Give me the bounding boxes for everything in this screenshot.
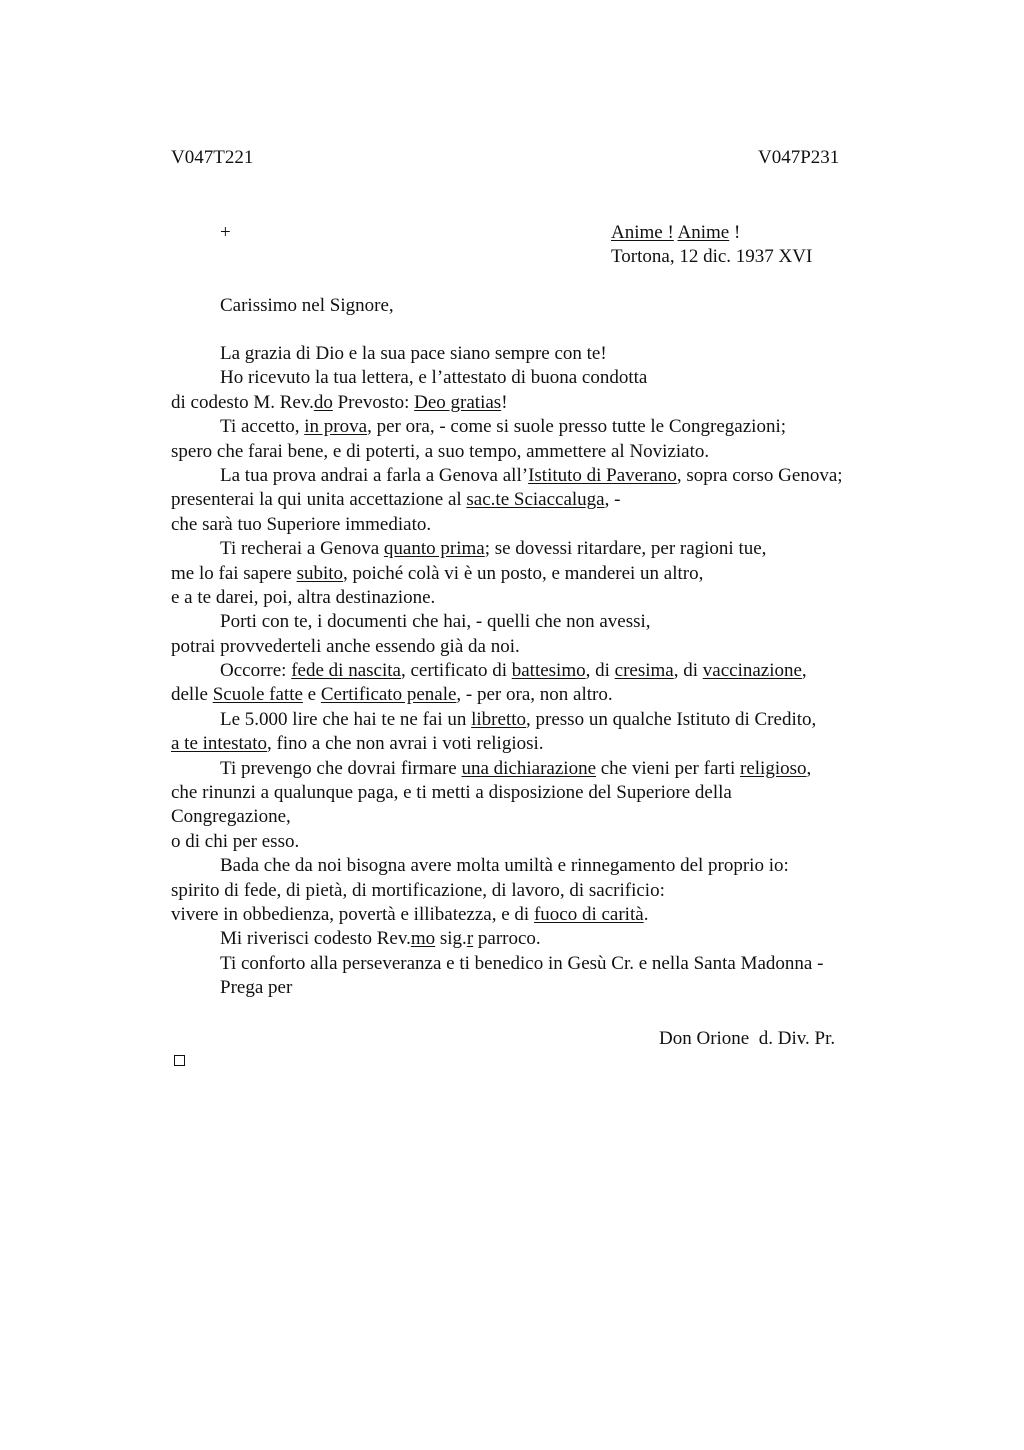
text-segment: me lo fai sapere xyxy=(171,562,297,584)
text-segment: Prega per xyxy=(220,977,293,999)
underlined-text: do xyxy=(313,391,333,413)
text-segment: che sarà tuo Superiore immediato. xyxy=(171,513,432,535)
text-segment: Ti prevengo che dovrai firmare xyxy=(220,757,462,779)
body-line xyxy=(171,854,931,878)
body-line xyxy=(171,366,931,390)
text-segment: Congregazione, xyxy=(171,806,291,828)
text-segment: di codesto M. Rev. xyxy=(171,391,314,413)
text-segment: potrai provvederteli anche essendo già da noi. xyxy=(171,635,520,657)
underlined-text: fede di nascita xyxy=(291,660,401,682)
text-segment: , presso un qualche Istituto di Credito, xyxy=(526,708,817,730)
body-line xyxy=(171,976,931,1000)
text-segment: La grazia di Dio e la sua pace siano sempre con te! xyxy=(220,343,607,364)
motto xyxy=(611,221,740,245)
text-segment: che vieni per farti xyxy=(596,757,741,779)
text-segment: ! xyxy=(501,391,508,413)
body-line xyxy=(171,830,931,854)
salutation: Carissimo nel Signore, xyxy=(220,295,394,316)
text-segment: Ti accetto, xyxy=(220,416,305,438)
body-line xyxy=(171,659,931,683)
underlined-text: Certificato penale xyxy=(320,684,457,706)
text-segment: Mi riverisci codesto Rev. xyxy=(220,928,411,950)
text-segment: , di xyxy=(673,660,703,682)
body-line xyxy=(171,879,931,903)
text-segment: Ti conforto alla perseveranza e ti benedico in Gesù Cr. e nella Santa Madonna - xyxy=(220,952,824,974)
body-line xyxy=(171,513,931,537)
body-line xyxy=(171,927,931,951)
text-segment: La tua prova andrai a farla a Genova all’ xyxy=(220,464,529,486)
underlined-text: cresima xyxy=(614,660,674,682)
underlined-text: a te intestato xyxy=(171,733,268,755)
underlined-text: sac.te Sciaccaluga xyxy=(466,489,605,511)
text-segment: , poiché colà vi è un posto, e manderei un altro, xyxy=(343,562,704,584)
body-line xyxy=(171,610,931,634)
text-segment: , per ora, - come si suole presso tutte le Congregazioni; xyxy=(367,416,786,438)
text-segment: Porti con te, i documenti che hai, - quelli che non avessi, xyxy=(220,611,651,633)
body-line xyxy=(171,708,931,732)
text-segment: , di xyxy=(585,660,615,682)
text-segment: ; se dovessi ritardare, per ragioni tue, xyxy=(484,538,767,560)
text-segment: parroco. xyxy=(473,928,541,950)
text-segment: presenterai la qui unita accettazione al xyxy=(171,489,467,511)
underlined-text: vaccinazione xyxy=(702,660,802,682)
underlined-text: libretto xyxy=(471,708,527,730)
motto-part-2: Anime xyxy=(677,222,730,243)
text-segment: sig. xyxy=(435,928,467,950)
text-segment: che rinunzi a qualunque paga, e ti metti a disposizione del Superiore della xyxy=(171,782,732,804)
text-segment: spirito di fede, di pietà, di mortificazione, di lavoro, di sacrificio: xyxy=(171,879,665,901)
text-segment: , - per ora, non altro. xyxy=(456,684,613,706)
body-line xyxy=(171,952,931,976)
text-segment: Le 5.000 lire che hai te ne fai un xyxy=(220,708,472,730)
underlined-text: fuoco di carità xyxy=(533,903,644,925)
place-and-date: Tortona, 12 dic. 1937 XVI xyxy=(611,246,813,267)
text-segment: vivere in obbedienza, povertà e illibatezza, e di xyxy=(171,903,534,925)
underlined-text: religioso xyxy=(740,757,807,779)
text-segment: , - xyxy=(604,489,621,511)
body-line xyxy=(171,415,931,439)
body-line xyxy=(171,440,931,464)
signature: Don Orione d. Div. Pr. xyxy=(659,1028,836,1049)
motto-tail: ! xyxy=(729,222,741,243)
body-line xyxy=(171,805,931,829)
body-line xyxy=(171,586,931,610)
underlined-text: Scuole fatte xyxy=(212,684,303,706)
text-segment: e xyxy=(302,684,321,706)
text-segment: Prevosto: xyxy=(332,391,415,413)
body-line xyxy=(171,562,931,586)
text-segment: Occorre: xyxy=(220,660,292,682)
body-line xyxy=(171,391,931,415)
underlined-text: mo xyxy=(410,928,436,950)
underlined-text: in prova xyxy=(304,416,368,438)
text-segment: , xyxy=(801,660,807,682)
body-line xyxy=(171,342,931,366)
text-segment: , sopra corso Genova; xyxy=(676,464,843,486)
document-code-left: V047T221 xyxy=(171,147,254,168)
underlined-text: quanto prima xyxy=(383,538,485,560)
underlined-text: Deo gratias xyxy=(414,391,502,413)
body-line xyxy=(171,635,931,659)
underlined-text: una dichiarazione xyxy=(461,757,596,779)
text-segment: spero che farai bene, e di poterti, a suo tempo, ammettere al Noviziato. xyxy=(171,440,710,462)
body-line xyxy=(171,488,931,512)
text-segment: Ti recherai a Genova xyxy=(220,538,384,560)
underlined-text: subito xyxy=(296,562,344,584)
underlined-text: battesimo xyxy=(511,660,586,682)
underlined-text: Istituto di Paverano xyxy=(528,464,677,486)
motto-part-1: Anime ! xyxy=(611,222,674,243)
body-line xyxy=(171,464,931,488)
text-segment: , certificato di xyxy=(400,660,512,682)
text-segment: . xyxy=(643,903,649,925)
end-of-document-box xyxy=(174,1055,185,1066)
text-segment: delle xyxy=(171,684,213,706)
text-segment: , fino a che non avrai i voti religiosi. xyxy=(267,733,544,755)
body-line xyxy=(171,757,931,781)
cross-mark: + xyxy=(220,222,231,243)
document-code-right: V047P231 xyxy=(758,147,840,168)
body-line xyxy=(171,732,931,756)
body-line xyxy=(171,537,931,561)
underlined-text: r xyxy=(466,928,474,950)
text-segment: o di chi per esso. xyxy=(171,830,300,852)
text-segment: e a te darei, poi, altra destinazione. xyxy=(171,586,436,608)
text-segment: Bada che da noi bisogna avere molta umiltà e rinnegamento del proprio io: xyxy=(220,855,789,877)
letter-body xyxy=(171,342,931,1001)
body-line xyxy=(171,903,931,927)
body-line xyxy=(171,781,931,805)
body-line xyxy=(171,683,931,707)
text-segment: , xyxy=(806,757,812,779)
text-segment: Ho ricevuto la tua lettera, e l’attestato di buona condotta xyxy=(220,367,648,389)
